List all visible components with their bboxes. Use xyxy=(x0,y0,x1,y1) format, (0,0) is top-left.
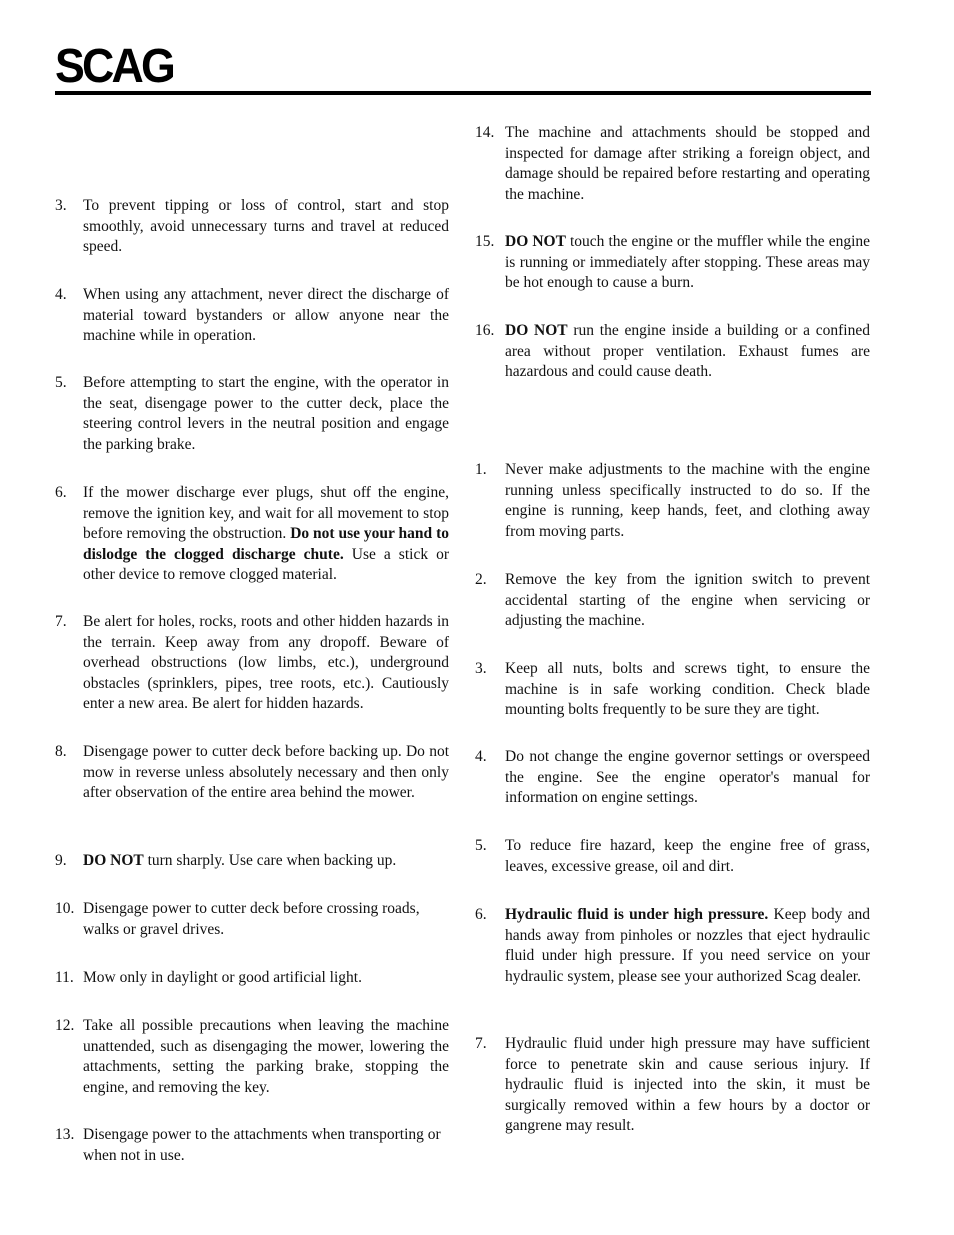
item-number: 8. xyxy=(55,743,67,760)
bold-warning: Hydraulic fluid is under high pressure. xyxy=(505,906,769,923)
item-text: To reduce fire hazard, keep the engine free of grass, leaves, excessive grease, oil and dirt. xyxy=(505,837,870,875)
list-item xyxy=(55,373,449,455)
list-item xyxy=(55,899,449,940)
list-item xyxy=(475,836,870,877)
svg-text:SCAG: SCAG xyxy=(55,42,174,86)
item-number: 13. xyxy=(55,1126,75,1143)
bold-warning: DO NOT xyxy=(505,233,566,250)
list-item xyxy=(55,196,449,258)
list-item xyxy=(475,232,870,294)
item-text: Disengage power to the attachments when transporting or when not in use. xyxy=(83,1126,441,1164)
item-number: 16. xyxy=(475,322,495,339)
scag-logo xyxy=(55,42,180,86)
item-number: 11. xyxy=(55,969,74,986)
item-number: 6. xyxy=(475,906,487,923)
item-number: 7. xyxy=(475,1035,487,1052)
item-text: DO NOT turn sharply. Use care when backing up. xyxy=(83,852,397,869)
item-text: If the mower discharge ever plugs, shut off the engine, remove the ignition key, and wait for all movement to stop before removing the obstruction. Do not use your hand to dislodge the clogged discharge chute. Use a stick or other device to remove clogged material. xyxy=(83,484,450,583)
list-item xyxy=(475,321,870,383)
item-text: Remove the key from the ignition switch to prevent accidental starting of the engine when servicing or adjusting the machine. xyxy=(505,571,870,629)
item-number: 5. xyxy=(55,374,67,391)
list-item xyxy=(55,483,449,586)
header-rule xyxy=(55,91,871,95)
list-item xyxy=(55,742,449,804)
item-number: 15. xyxy=(475,233,495,250)
list-item xyxy=(55,968,449,989)
list-item xyxy=(475,460,870,542)
item-text: Be alert for holes, rocks, roots and other hidden hazards in the terrain. Keep away from any dropoff. Beware of overhead obstructions (low limbs, etc.), underground obstacles (sprinklers, pipes, tree roots, etc.). Cautiously enter a new area. Be alert for hidden hazards. xyxy=(83,613,449,712)
item-number: 10. xyxy=(55,900,75,917)
bold-warning: Do not use your hand to dislodge the clogged discharge chute. xyxy=(83,525,449,563)
item-text: Do not change the engine governor settings or overspeed the engine. See the engine operator's manual for information on engine settings. xyxy=(505,748,870,806)
list-item xyxy=(475,123,870,205)
list-item xyxy=(55,851,449,872)
list-item xyxy=(475,1034,870,1137)
item-text: To prevent tipping or loss of control, start and stop smoothly, avoid unnecessary turns and travel at reduced speed. xyxy=(83,197,449,255)
item-number: 5. xyxy=(475,837,487,854)
item-text: Never make adjustments to the machine with the engine running unless specifically instructed to do so. If the engine is running, keep hands, feet, and clothing away from moving parts. xyxy=(505,461,870,540)
item-text: When using any attachment, never direct the discharge of material toward bystanders or allow anyone near the machine while in operation. xyxy=(83,286,449,344)
item-number: 6. xyxy=(55,484,67,501)
list-item xyxy=(55,285,449,347)
list-item xyxy=(55,1016,449,1098)
item-text: Before attempting to start the engine, with the operator in the seat, disengage power to the cutter deck, place the steering control levers in the neutral position and engage the parking brake. xyxy=(83,374,449,453)
item-number: 3. xyxy=(475,660,487,677)
item-number: 2. xyxy=(475,571,487,588)
list-item xyxy=(55,1125,449,1166)
item-text: DO NOT touch the engine or the muffler while the engine is running or immediately after stopping. These areas may be hot enough to cause a burn. xyxy=(505,233,871,291)
item-text: Hydraulic fluid is under high pressure. Keep body and hands away from pinholes or nozzles that eject hydraulic fluid under high pressure. If you need service on your hydraulic system, please see your authorized Scag dealer. xyxy=(505,906,870,985)
item-number: 3. xyxy=(55,197,67,214)
list-item xyxy=(475,659,870,721)
item-text: Disengage power to cutter deck before backing up. Do not mow in reverse unless absolutely necessary and then only after observation of the entire area behind the mower. xyxy=(83,743,449,801)
bold-warning: DO NOT xyxy=(83,852,144,869)
item-text: Mow only in daylight or good artificial light. xyxy=(83,969,362,986)
item-number: 4. xyxy=(55,286,67,303)
item-number: 12. xyxy=(55,1017,75,1034)
item-text: Keep all nuts, bolts and screws tight, to ensure the machine is in safe working condition. Check blade mounting bolts frequently to be sure they are tight. xyxy=(505,660,870,718)
list-item xyxy=(475,905,870,987)
list-item xyxy=(475,747,870,809)
item-number: 14. xyxy=(475,124,495,141)
bold-warning: DO NOT xyxy=(505,322,568,339)
item-text: Take all possible precautions when leaving the machine unattended, such as disengaging the mower, lowering the attachments, setting the parking brake, stopping the engine, and removing the key. xyxy=(83,1017,449,1096)
item-text: Disengage power to cutter deck before crossing roads, walks or gravel drives. xyxy=(83,900,420,938)
item-number: 1. xyxy=(475,461,487,478)
item-number: 9. xyxy=(55,852,67,869)
item-text: The machine and attachments should be stopped and inspected for damage after striking a foreign object, and damage should be repaired before restarting and operating the machine. xyxy=(505,124,870,203)
item-text: DO NOT run the engine inside a building or a confined area without proper ventilation. Exhaust fumes are hazardous and could cause death. xyxy=(505,322,870,380)
item-number: 7. xyxy=(55,613,67,630)
list-item xyxy=(55,612,449,715)
list-item xyxy=(475,570,870,632)
item-number: 4. xyxy=(475,748,487,765)
item-text: Hydraulic fluid under high pressure may have sufficient force to penetrate skin and cause serious injury. If hydraulic fluid is injected into the skin, it must be surgically removed within a few hours by a doctor or gangrene may result. xyxy=(505,1035,870,1134)
